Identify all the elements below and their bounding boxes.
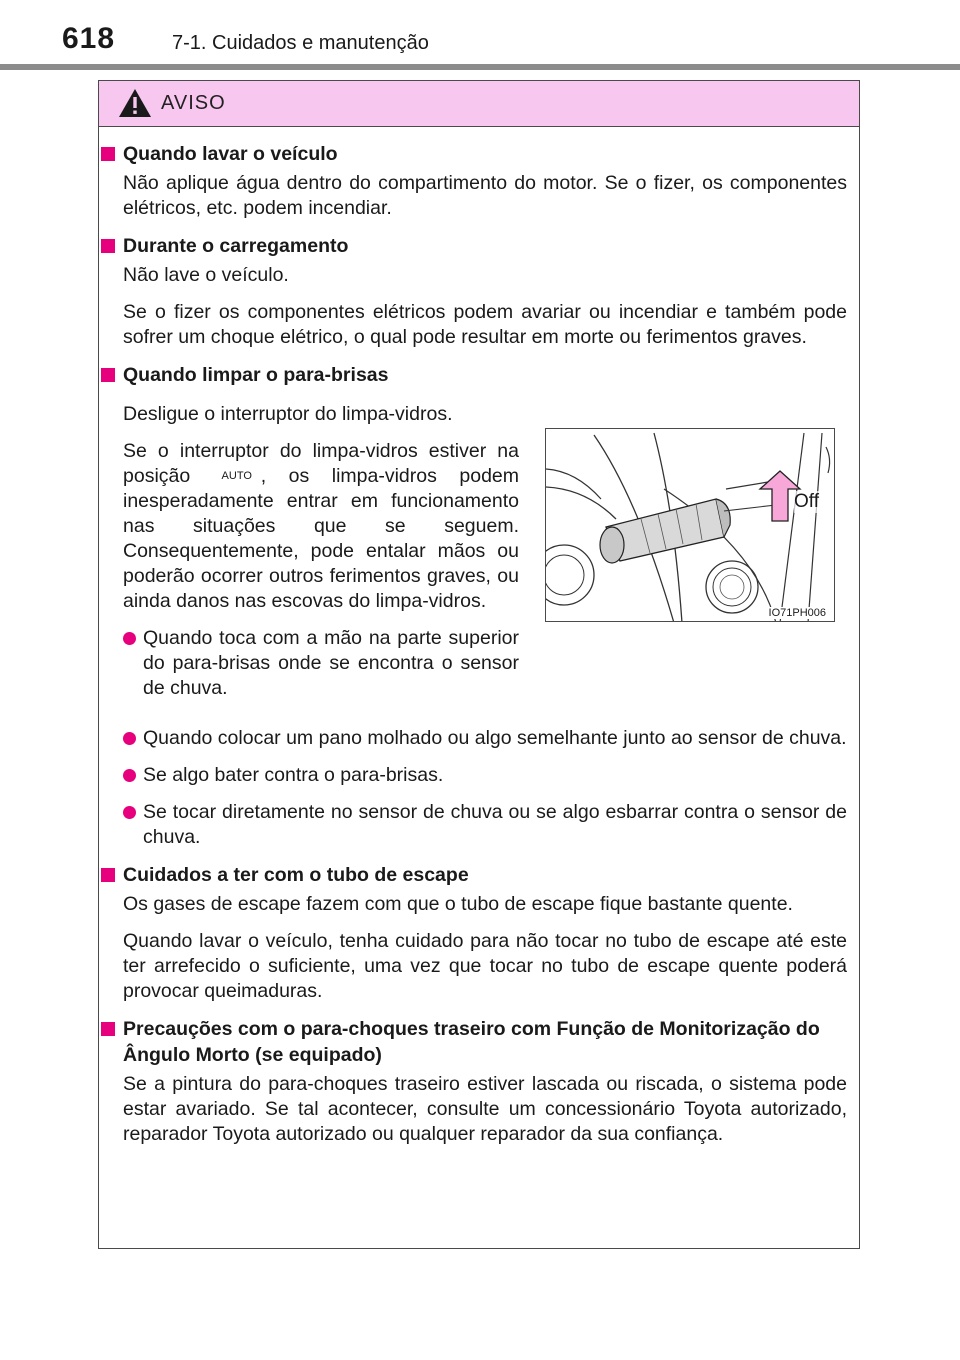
square-bullet-icon — [101, 368, 115, 382]
section-heading: Precauções com o para-choques traseiro com Função de Monitorização do Ângulo Morto (se equipado) — [99, 1016, 849, 1068]
square-bullet-icon — [101, 239, 115, 253]
section-heading: Quando lavar o veículo — [99, 141, 849, 167]
paragraph: Os gases de escape fazem com que o tubo de escape fique bastante quente. — [123, 893, 793, 915]
warning-content — [99, 141, 859, 1159]
round-bullet-icon — [123, 806, 136, 819]
list-item: Quando toca com a mão na parte superior do para-brisas onde se encontra o sensor de chuva. — [123, 626, 519, 701]
warning-box — [98, 80, 860, 1249]
off-label: Off — [794, 491, 819, 512]
wiper-switch-illustration — [546, 429, 835, 622]
square-bullet-icon — [101, 147, 115, 161]
page-header — [0, 0, 960, 70]
wiper-switch-figure — [545, 428, 835, 622]
paragraph: Não lave o veículo. — [123, 264, 289, 286]
round-bullet-icon — [123, 632, 136, 645]
auto-position-icon: AUTO — [221, 470, 252, 482]
warning-title: AVISO — [161, 92, 226, 114]
warning-triangle-icon — [117, 87, 153, 119]
round-bullet-icon — [123, 732, 136, 745]
warning-header — [99, 81, 859, 127]
section-heading: Durante o carregamento — [99, 233, 849, 259]
header-rule — [0, 64, 960, 70]
figure-code: IO71PH006 — [768, 607, 826, 619]
paragraph: Se o fizer os componentes elétricos podem avariar ou incendiar e também pode sofrer um choque elétrico, o qual pode resultar em morte ou ferimentos graves. — [123, 301, 847, 348]
paragraph: Se o interruptor do limpa-vidros estiver na posição AUTO , os limpa-vidros podem inesperadamente entrar em funcionamento nas situações que se seguem. Consequentemente, pode entalar mãos ou poderão ocorrer outros ferimentos graves, ou ainda danos nas escovas do limpa-vidros. — [123, 440, 520, 612]
paragraph: Quando lavar o veículo, tenha cuidado para não tocar no tubo de escape até este ter arrefecido o suficiente, uma vez que tocar no tubo de escape quente poderá provocar queimaduras. — [123, 930, 847, 1002]
list-item: Se algo bater contra o para-brisas. — [123, 763, 847, 788]
paragraph: Se a pintura do para-choques traseiro estiver lascada ou riscada, o sistema pode estar avariado. Se tal acontecer, consulte um concessionário Toyota autorizado, reparador Toyota autorizado ou qualquer reparador da sua confiança. — [123, 1073, 847, 1145]
wiper-section — [99, 402, 859, 726]
wiper-text — [123, 402, 519, 701]
section-title: 7-1. Cuidados e manutenção — [172, 32, 429, 54]
square-bullet-icon — [101, 1022, 115, 1036]
paragraph: Não aplique água dentro do compartimento do motor. Se o fizer, os componentes elétricos, etc. podem incendiar. — [123, 172, 847, 219]
page-number: 618 — [62, 22, 116, 55]
square-bullet-icon — [101, 868, 115, 882]
paragraph: Desligue o interruptor do limpa-vidros. — [123, 403, 453, 425]
section-heading: Quando limpar o para-brisas — [99, 362, 849, 388]
section-heading: Cuidados a ter com o tubo de escape — [99, 862, 849, 888]
list-item: Se tocar diretamente no sensor de chuva ou se algo esbarrar contra o sensor de chuva. — [123, 800, 847, 850]
round-bullet-icon — [123, 769, 136, 782]
list-item: Quando colocar um pano molhado ou algo semelhante junto ao sensor de chuva. — [123, 726, 847, 751]
